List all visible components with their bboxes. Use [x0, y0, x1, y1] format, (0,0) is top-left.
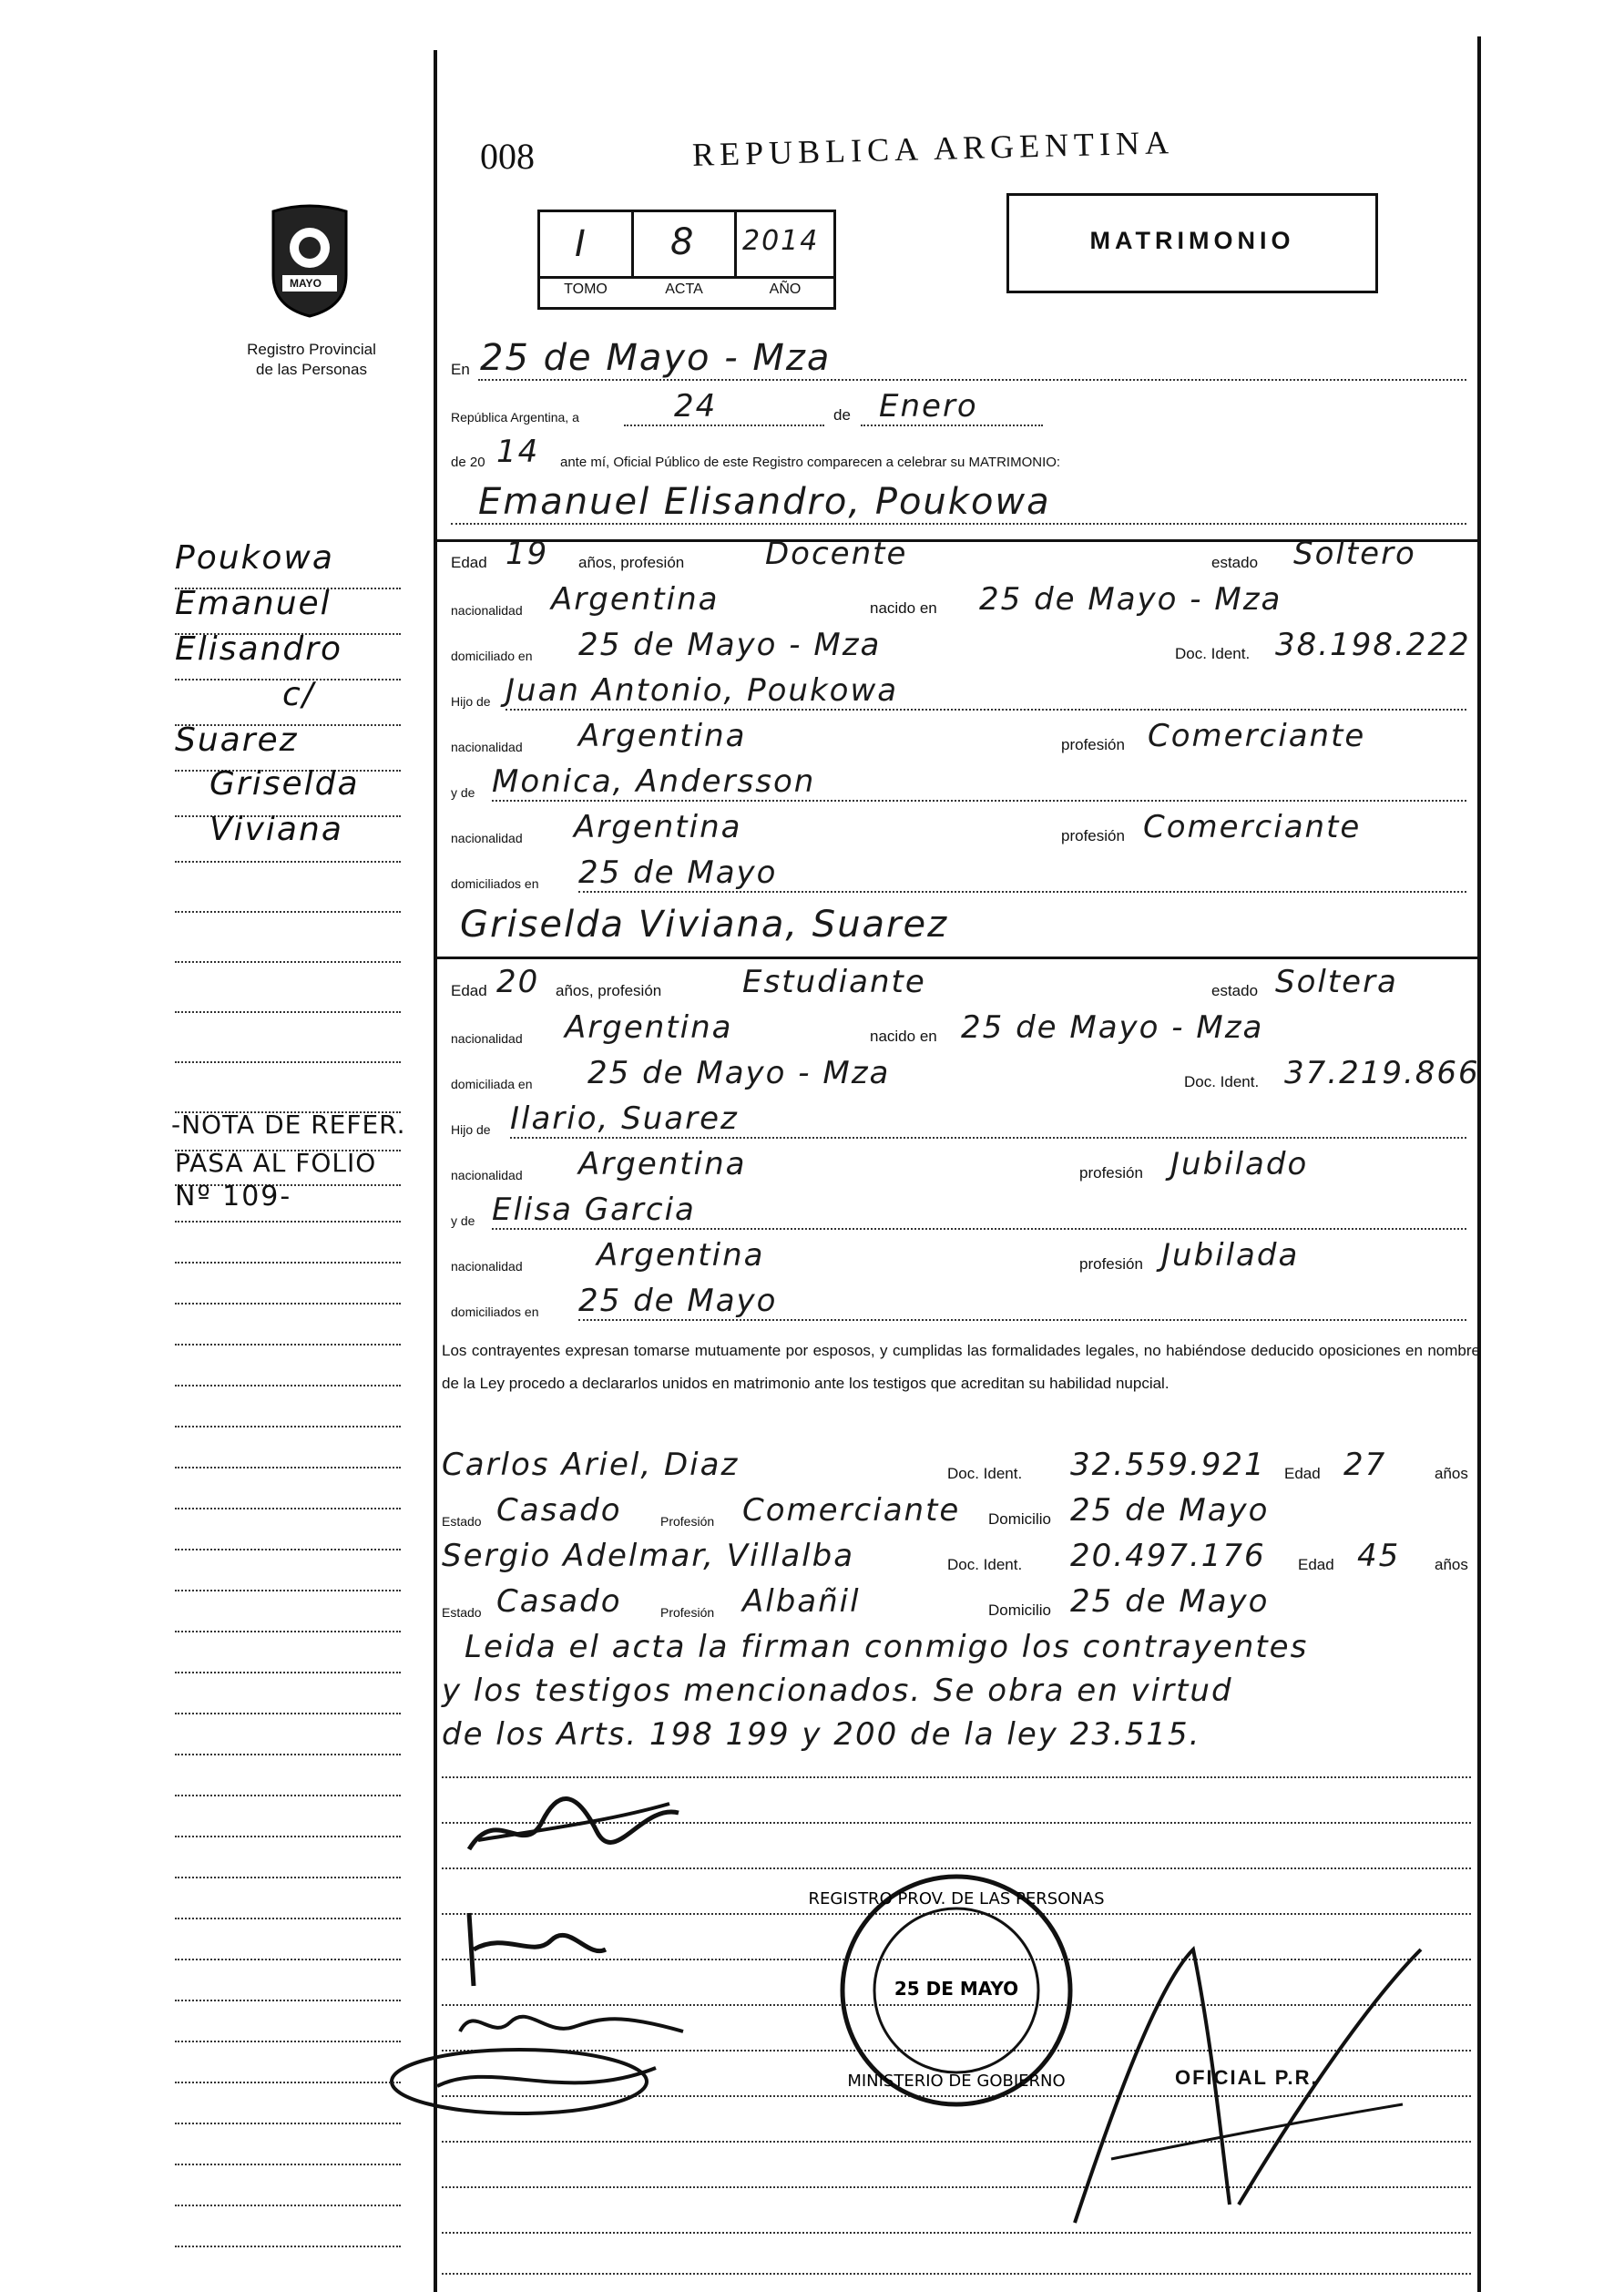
bride-padre-prof: Jubilado — [1170, 1146, 1309, 1182]
witness2-doc: 20.497.176 — [1070, 1538, 1266, 1574]
record-box — [537, 210, 836, 310]
bride-madre-nac-label: nacionalidad — [451, 1259, 523, 1274]
registry-seal — [808, 1867, 1105, 2113]
bride-dom-label: domiciliada en — [451, 1077, 533, 1091]
witness1-estado: Casado — [496, 1492, 622, 1529]
witness2-dom: 25 de Mayo — [1070, 1583, 1270, 1620]
signature-groom — [460, 1786, 697, 1867]
witness1-edad: 27 — [1343, 1447, 1387, 1483]
margin-name-6: Griselda — [209, 765, 360, 803]
intro-text: ante mí, Oficial Público de este Registro comparecen a celebrar su MATRIMONIO: — [560, 455, 1061, 470]
bride-doc: 37.219.866 — [1284, 1055, 1480, 1091]
provincial-emblem — [260, 202, 360, 321]
witness2-edad: 45 — [1357, 1538, 1401, 1574]
bride-padres-dom: 25 de Mayo — [578, 1283, 778, 1319]
right-margin-rule — [1477, 36, 1481, 2292]
bride-padre-prof-label: profesión — [1079, 1164, 1143, 1182]
witness2-estado: Casado — [496, 1583, 622, 1620]
groom-domicilio: 25 de Mayo - Mza — [578, 627, 882, 663]
closing-line-2: y los testigos mencionados. Se obra en virtud — [442, 1673, 1233, 1709]
bride-nacido-en: 25 de Mayo - Mza — [961, 1009, 1264, 1046]
closing-line-1: Leida el acta la firman conmigo los contrayentes — [465, 1629, 1309, 1665]
witness1-doc-label: Doc. Ident. — [947, 1465, 1023, 1482]
registry-name-line1: Registro Provincial — [247, 341, 376, 358]
groom-padre-prof-label: profesión — [1061, 736, 1125, 753]
witness1-prof: Comerciante — [742, 1492, 961, 1529]
witness1-edad-label: Edad — [1284, 1465, 1321, 1482]
margin-name-3: Elisandro — [175, 630, 343, 668]
witness2-estado-label: Estado — [442, 1605, 482, 1620]
groom-dom-label: domiciliado en — [451, 649, 533, 663]
bride-padre-nac-label: nacionalidad — [451, 1168, 523, 1182]
witness2-prof-label: Profesión — [660, 1605, 715, 1620]
witness2-name: Sergio Adelmar, Villalba — [442, 1538, 855, 1574]
signature-witness2 — [383, 2031, 674, 2132]
witness1-dom-label: Domicilio — [988, 1510, 1051, 1528]
bride-profesion: Estudiante — [742, 964, 926, 1000]
bride-madre-nac: Argentina — [597, 1237, 765, 1274]
bride-madre-prof: Jubilada — [1161, 1237, 1300, 1274]
bride-edad: 20 — [496, 964, 540, 1000]
groom-madre-prof: Comerciante — [1143, 809, 1362, 845]
groom-nacido-en: 25 de Mayo - Mza — [979, 581, 1282, 618]
tomo-label: TOMO — [564, 281, 608, 297]
registry-name-line2: de las Personas — [256, 361, 367, 378]
witness1-prof-label: Profesión — [660, 1514, 715, 1529]
official-stamp: OFICIAL P.R. — [1175, 2066, 1319, 2089]
bride-estado: Soltera — [1275, 964, 1398, 1000]
groom-prof-label: años, profesión — [578, 554, 685, 571]
margin-nota-line1: -NOTA DE REFER. — [171, 1110, 406, 1140]
en-label: En — [451, 361, 470, 378]
groom-estado: Soltero — [1293, 536, 1416, 572]
groom-edad-label: Edad — [451, 554, 487, 571]
act-type-box — [1006, 193, 1378, 293]
margin-name-4: c/ — [282, 676, 315, 713]
groom-hijo-label: Hijo de — [451, 694, 491, 709]
margin-name-2: Emanuel — [175, 585, 332, 622]
bride-estado-label: estado — [1211, 982, 1259, 999]
country-title: REPUBLICA ARGENTINA — [691, 124, 1175, 173]
groom-padre-prof: Comerciante — [1148, 718, 1366, 754]
groom-padre-nac-label: nacionalidad — [451, 740, 523, 754]
bride-full-name: Griselda Viviana, Suarez — [460, 904, 949, 946]
groom-doms-label: domiciliados en — [451, 876, 539, 891]
bride-hijo-label: Hijo de — [451, 1122, 491, 1137]
margin-nota-line2: PASA AL FOLIO — [175, 1148, 377, 1178]
groom-full-name: Emanuel Elisandro, Poukowa — [478, 481, 1051, 523]
witness1-estado-label: Estado — [442, 1514, 482, 1529]
seal-center-text: 25 DE MAYO — [894, 1978, 1019, 2000]
signature-bride — [460, 1895, 615, 1995]
groom-madre-nac-label: nacionalidad — [451, 831, 523, 845]
acta-value: 8 — [670, 221, 696, 263]
margin-name-1: Poukowa — [175, 539, 334, 577]
bride-edad-label: Edad — [451, 982, 487, 999]
witness2-anios-label: años — [1435, 1556, 1468, 1573]
seal-bottom-text: MINISTERIO DE GOBIERNO — [847, 2072, 1066, 2091]
witness1-doc: 32.559.921 — [1070, 1447, 1266, 1483]
witness2-prof: Albañil — [742, 1583, 861, 1620]
marriage-day: 24 — [674, 388, 718, 425]
left-margin-rule — [434, 50, 437, 2292]
groom-edad: 19 — [506, 536, 549, 572]
bride-yde-label: y de — [451, 1213, 475, 1228]
groom-doc: 38.198.222 — [1275, 627, 1471, 663]
anio-label: AÑO — [769, 281, 802, 297]
bride-padre: Ilario, Suarez — [510, 1100, 739, 1137]
seal-top-text: REGISTRO PROV. DE LAS PERSONAS — [808, 1889, 1105, 1908]
republica-label: República Argentina, a — [451, 410, 579, 425]
groom-estado-label: estado — [1211, 554, 1259, 571]
margin-name-5: Suarez — [175, 721, 299, 759]
marriage-year-suffix: 14 — [496, 434, 540, 470]
bride-section-divider — [434, 957, 1477, 959]
margin-name-7: Viviana — [209, 811, 343, 848]
witness1-name: Carlos Ariel, Diaz — [442, 1447, 740, 1483]
groom-nac-label: nacionalidad — [451, 603, 523, 618]
bride-domicilio: 25 de Mayo - Mza — [587, 1055, 891, 1091]
groom-padres-dom: 25 de Mayo — [578, 854, 778, 891]
groom-doc-label: Doc. Ident. — [1175, 645, 1251, 662]
witness2-doc-label: Doc. Ident. — [947, 1556, 1023, 1573]
groom-padre: Juan Antonio, Poukowa — [506, 672, 899, 709]
groom-madre-prof-label: profesión — [1061, 827, 1125, 844]
tomo-value: I — [575, 223, 587, 265]
bride-prof-label: años, profesión — [556, 982, 662, 999]
bride-doc-label: Doc. Ident. — [1184, 1073, 1260, 1090]
bride-madre-prof-label: profesión — [1079, 1255, 1143, 1273]
act-type-label: MATRIMONIO — [1089, 227, 1295, 254]
bride-nac-label: nacionalidad — [451, 1031, 523, 1046]
witness1-anios-label: años — [1435, 1465, 1468, 1482]
declaration-text: Los contrayentes expresan tomarse mutuamente por esposos, y cumplidas las formalidades legales, no habiéndose deducido oposiciones en nombre de la Ley procedo a declararlos unidos en matrimonio ante los testigos que acreditan su habilidad nupcial. — [442, 1342, 1480, 1392]
emblem-text: MAYO — [290, 277, 322, 290]
groom-nacido-label: nacido en — [870, 599, 937, 617]
bride-doms-label: domiciliados en — [451, 1305, 539, 1319]
margin-nota-line3: Nº 109- — [175, 1181, 292, 1213]
bride-padre-nac: Argentina — [578, 1146, 747, 1182]
bride-madre: Elisa Garcia — [492, 1192, 696, 1228]
closing-line-3: de los Arts. 198 199 y 200 de la ley 23.515. — [442, 1716, 1201, 1753]
year-prefix: de 20 — [451, 455, 485, 470]
groom-nacionalidad: Argentina — [551, 581, 720, 618]
groom-yde-label: y de — [451, 785, 475, 800]
groom-padre-nac: Argentina — [578, 718, 747, 754]
bride-nacido-label: nacido en — [870, 1028, 937, 1045]
groom-madre: Monica, Andersson — [492, 763, 816, 800]
marriage-month: Enero — [879, 388, 978, 425]
witness1-dom: 25 de Mayo — [1070, 1492, 1270, 1529]
folio-number: 008 — [480, 136, 535, 177]
witness2-edad-label: Edad — [1298, 1556, 1334, 1573]
groom-madre-nac: Argentina — [574, 809, 742, 845]
anio-value: 2014 — [742, 225, 820, 257]
groom-profesion: Docente — [765, 536, 908, 572]
bride-nacionalidad: Argentina — [565, 1009, 733, 1046]
de-label: de — [833, 406, 851, 424]
marriage-place: 25 de Mayo - Mza — [480, 337, 832, 379]
witness2-dom-label: Domicilio — [988, 1601, 1051, 1619]
acta-label: ACTA — [665, 281, 703, 297]
